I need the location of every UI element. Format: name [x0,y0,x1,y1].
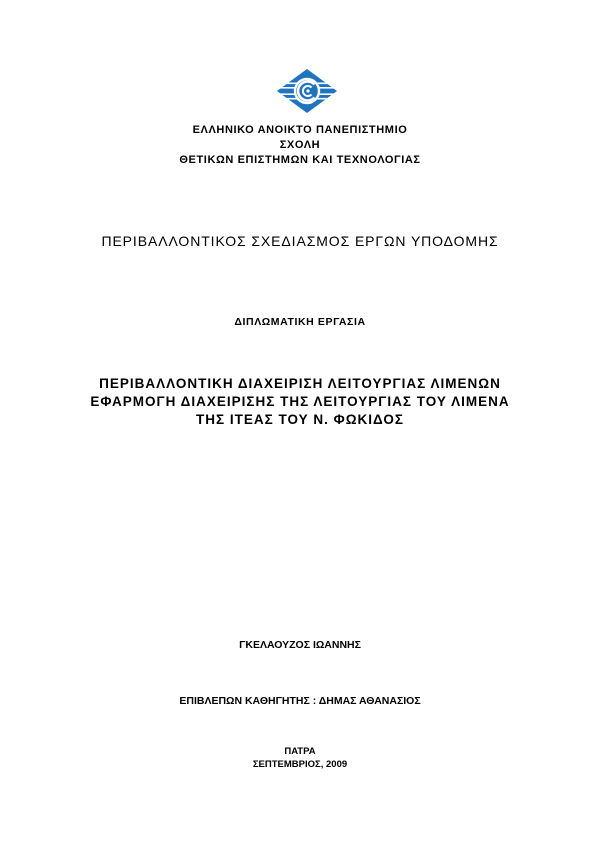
author-name: ΓΚΕΛΑΟΥΖΟΣ ΙΩΑΝΝΗΣ [239,639,361,651]
thesis-title-line-1: ΠΕΡΙΒΑΛΛΟΝΤΙΚΗ ΔΙΑΧΕΙΡΙΣΗ ΛΕΙΤΟΥΡΓΙΑΣ ΛΙΜΕΝΩΝ [99,376,501,391]
date: ΣΕΠΤΕΜΒΡΙΟΣ, 2009 [252,759,348,770]
school-label: ΣΧΟΛΗ [279,139,321,151]
place: ΠΑΤΡΑ [284,746,316,757]
thesis-title-line-2: ΕΦΑΡΜΟΓΗ ΔΙΑΧΕΙΡΙΣΗΣ ΤΗΣ ΛΕΙΤΟΥΡΓΙΑΣ ΤΟΥ ΛΙΜΕΝΑ [90,394,510,409]
document-type: ΔΙΠΛΩΜΑΤΙΚΗ ΕΡΓΑΣΙΑ [234,316,366,328]
supervisor-line: ΕΠΙΒΛΕΠΩΝ ΚΑΘΗΓΗΤΗΣ : ΔΗΜΑΣ ΑΘΑΝΑΣΙΟΣ [179,695,421,707]
institution-name: ΕΛΛΗΝΙΚΟ ΑΝΟΙΚΤΟ ΠΑΝΕΠΙΣΤΗΜΙΟ [192,124,408,136]
school-name: ΘΕΤΙΚΩΝ ΕΠΙΣΤΗΜΩΝ ΚΑΙ ΤΕΧΝΟΛΟΓΙΑΣ [179,154,421,166]
program-name: ΠΕΡΙΒΑΛΛΟΝΤΙΚΟΣ ΣΧΕΔΙΑΣΜΟΣ ΕΡΓΩΝ ΥΠΟΔΟΜΗΣ [101,233,499,249]
university-logo [276,68,338,114]
logo-center-dot [306,89,309,92]
thesis-title-line-3: ΤΗΣ ΙΤΕΑΣ ΤΟΥ Ν. ΦΩΚΙΔΟΣ [196,412,404,427]
